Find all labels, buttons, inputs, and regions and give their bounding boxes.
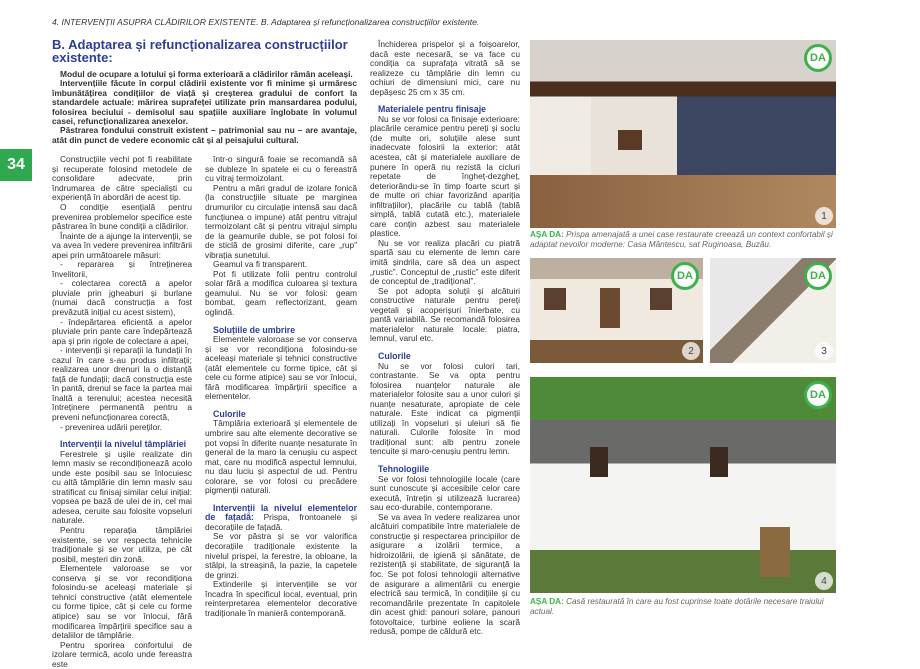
text-column-2 (205, 155, 357, 618)
paragraph: Nu se vor folosi culori tari, contrastante. Se va opta pentru folosirea nuanțelor naturale ale materialelor folosite sau a unor culori și nuanțe nesaturate, apropiate de cele naturale. Este indicat ca pigmenții utilizați în vopseluri și uleiuri să fie naturali. Culorile folosite în mod tradițional sunt: alb pentru zonele tencuite și maro-cenușiu pentru lemn. (370, 360, 520, 457)
caption-label: AȘA DA: (530, 597, 564, 606)
paragraph: Extinderile și intervențiile se vor încadra în specificul local, eventual, prin reinterpretarea elementelor decorative tradiționale în manieră contemporană. (205, 579, 357, 618)
paragraph: Nu se vor realiza placări cu piatră spartă sau cu elemente de lemn care imită șindrila, care să dea un aspect „rustic”. Conceptul de „rustic” este diferit de conceptul de „tradițional”. (370, 237, 520, 287)
paragraph: Pot fi utilizate folii pentru controlul solar fără a modifica culoarea și textura geamului. Nu se vor folosi: geam bombat, geam reflectorizant, geam oglindă. (205, 268, 357, 317)
da-badge: DA (671, 262, 699, 290)
subheading: Tehnologiile (378, 463, 430, 474)
photo-number: 4 (815, 572, 833, 590)
paragraph: Se vor păstra și se vor valorifica decorațiile tradiționale existente la nivelul prispei, la ferestre, la obloane, la stâlpi, la streașină, la pazie, la capetele de grinzi. (205, 531, 357, 580)
paragraph: Înainte de a ajunge la intervenții, se va avea în vedere prevenirea infiltrării apei prin următoarele măsuri: (52, 230, 192, 260)
caption-text: Casă restaurată în care au fost cuprinse toate dotările necesare traiului actual. (530, 597, 824, 616)
subheading: Soluțiile de umbrire (213, 324, 296, 335)
paragraph: Se pot adopta soluții și alcătuiri constructive naturale pentru pereți vegetali și acoperișuri înierbate, cu pantă variabilă. Se recomandă folosirea materialelor naturale locale: piatra, lemnul, varul etc. (370, 285, 520, 344)
caption-text: Prispa amenajată a unei case restaurate creează un context confortabil și adaptat nevoilor moderne: Casa Mântescu, sat Ruginoasa, Buzău. (530, 230, 833, 249)
intro-paragraph: Modul de ocupare a lotului și forma exterioară a clădirilor rămân aceleași. (60, 69, 353, 79)
paragraph: - repararea și întreținerea învelitorii, (52, 259, 192, 279)
subheading: Intervenții la nivelul elementelor de fațadă: (205, 502, 357, 523)
photo-number: 2 (682, 342, 700, 360)
da-badge: DA (804, 381, 832, 409)
paragraph: Tâmplăria exterioară și elementele de umbrire sau alte elemente decorative se pot vopsi în diferite nuanțe nesaturate în general de la maro la cenușiu cu aspect mat, care nu modifică aspectul lemnului, nu dau luciu și aspectul de ud. Pentru colorare, se vor folosi cu precădere pigmenții naturali. (205, 418, 357, 496)
caption-1 (530, 230, 840, 249)
da-badge: DA (804, 262, 832, 290)
text-column-3 (370, 40, 520, 637)
photo-number: 3 (815, 342, 833, 360)
paragraph: Pentru sporirea confortului de izolare termică, acolo unde fereastra este (52, 639, 192, 669)
paragraph: Se vor folosi tehnologiile locale (care sunt cunoscute și accesibile celor care execută, întrețin și utilizează lucrarea) sau eco-durabile, contemporane. (370, 473, 520, 513)
paragraph: Se va avea în vedere realizarea unor alcătuiri compatibile între materialele de construcție și respectarea principiilor de asigurare a izolării termice, a hidroizolării, de igienă și sănătate, de rezistență și stabilitate, de siguranță la foc. Se pot folosi tehnologii alternative de asigurare a alimentării cu energie electrică sau termică, în condițiile și cu recomandările prezentate în capitolele din acest ghid: panouri solare, panouri fotovoltaice, turbine eoliene la scară redusă, pompe de căldură etc. (370, 511, 520, 637)
photo-porch-detail (710, 258, 836, 363)
paragraph: - prevenirea udării pereților. (60, 421, 162, 432)
paragraph: Pentru a mări gradul de izolare fonică (la construcțiile situate pe marginea drumurilor cu circulație intensă sau dacă funcțiunea o impune) atât pentru vitrajul termoizolant cât și pentru vitrajul simplu de la geamurile duble, se pot folosi foi de sticlă de grosimi diferite, care „rup” vibrația sunetului. (205, 182, 357, 260)
paragraph: Nu se vor folosi ca finisaje exterioare: placările ceramice pentru pereți și soclu (de multe ori, soluțiile alese sunt inadecvate folosirii la exterior: atât acestea, cât și materialele auxiliare de punere în operă nu rezistă la cicluri repetate de îngheț-dezgheț, deteriorându-se în timp foarte scurt și de multe ori chiar favorizând apariția infiltrațiilor), placările cu tablă (tablă simplă, tablă cutată etc.), materialele care conțin azbest sau materialele plastice. (370, 113, 520, 239)
left-text-area (52, 38, 357, 669)
paragraph: într-o singură foaie se recomandă să se dubleze în spatele ei cu o fereastră cu vitraj termoizolant. (205, 154, 357, 184)
paragraph: - îndepărtarea eficientă a apelor pluviale prin pante care îndepărtează apa și prin rigole de colectare a apei, (52, 316, 192, 346)
photo-number: 1 (815, 207, 833, 225)
photo-porch (530, 40, 836, 228)
page-number: 34 (0, 149, 32, 181)
paragraph: Pentru reparația tâmplăriei existente, se vor respecta tehnicile tradiționale și se vor utiliza, pe cât posibil, meșteri din zonă. (52, 525, 192, 564)
subheading: Culorile (378, 350, 411, 361)
paragraph (205, 504, 357, 533)
paragraph: O condiție esențială pentru prevenirea problemelor specifice este păstrarea în bune condiții a clădirilor. (52, 201, 192, 232)
running-header: 4. INTERVENȚII ASUPRA CLĂDIRILOR EXISTENTE. B. Adaptarea și refuncționalizarea construcțiilor existente. (52, 17, 480, 27)
photo-facade (530, 258, 703, 363)
paragraph: Construcțiile vechi pot fi reabilitate și recuperate folosind metodele de consolidare adecvate, prin îndrumarea de către specialiști cu experiență în abordări de acest tip. (52, 154, 192, 203)
da-badge: DA (804, 44, 832, 72)
paragraph: Elementele valoroase se vor conserva și se vor recondiționa folosindu-se aceleași materiale și tehnici constructive (atât elementele cu forme tipice, cât și cele cu forme atipice) sau se vor înlocui, fără modificarea împărțirii specifice sau a detaliilor de tâmplărie. (52, 563, 192, 641)
caption-2 (530, 597, 840, 616)
intro-paragraph: Păstrarea fondului construit existent – patrimonial sau nu – are avantaje, atât din punct de vedere economic cât și al peisajului cultural. (52, 125, 357, 145)
subheading: Culorile (213, 408, 246, 419)
paragraph: Elementele valoroase se vor conserva și se vor recondiționa folosindu-se aceleași materiale și tehnici constructive (atât elementele cu forme tipice, cât și cele cu forme atipice) sau se vor înlocui, fără modificarea împărțirii specifice a elementelor. (205, 334, 357, 402)
intro-paragraph: Intervențiile făcute în corpul clădirii existente vor fi minime și urmăresc îmbunătățirea condițiilor de viață și creșterea gradului de confort la standardele actuale: mărirea suprafeței utilizate prin mansardarea podului, folosirea beciului - demisolul sau spațiile auxiliare înglobate în volumul casei, refuncționalizarea anexelor. (52, 78, 357, 127)
subheading-tail: Prispa, frontoanele și decorațiile de fațadă. (205, 512, 357, 532)
paragraph: Închiderea prispelor și a foișoarelor, dacă este necesară, se va face cu condiția ca suprafața vitrată să se realizeze cu tâmplărie din lemn cu ochiuri de dimensiuni mici, care nu depășesc 25 cm x 35 cm. (370, 39, 520, 97)
paragraph: - intervenții și reparații la fundații în cazul în care s-au produs infiltrații; realizarea unor drenuri la o distanță față de fundații; dacă construcția este în pantă, drenul se face la partea mai înaltă a terenului; acestea necesită întreținere permanentă pentru a preveni nefuncționarea corectă, (52, 345, 192, 423)
photo-restored-house (530, 377, 836, 593)
subheading: Intervenții la nivelul tâmplăriei (60, 439, 187, 450)
subheading: Materialele pentru finisaje (378, 104, 487, 115)
two-column-body (52, 155, 357, 669)
text-column-1 (52, 155, 192, 669)
section-title: B. Adaptarea și refuncționalizarea construcțiilor existente: (52, 37, 348, 65)
caption-label: AȘA DA: (530, 230, 564, 239)
paragraph: - colectarea corectă a apelor pluviale prin jgheaburi și burlane (numai dacă construcția a fost prevăzută inițial cu acest sistem), (52, 278, 192, 317)
intro (52, 70, 357, 145)
paragraph: Geamul va fi transparent. (213, 259, 308, 270)
paragraph: Ferestrele și ușile realizate din lemn masiv se recondiționează acolo unde este posibil sau se înlocuiesc cu altă tâmplărie din lemn masiv sau stratificat cu finisaj similar celui inițial: vopsea pe bază de ulei de in, cel mai adesea, ceruite sau folosite vopseluri naturale. (52, 448, 192, 526)
